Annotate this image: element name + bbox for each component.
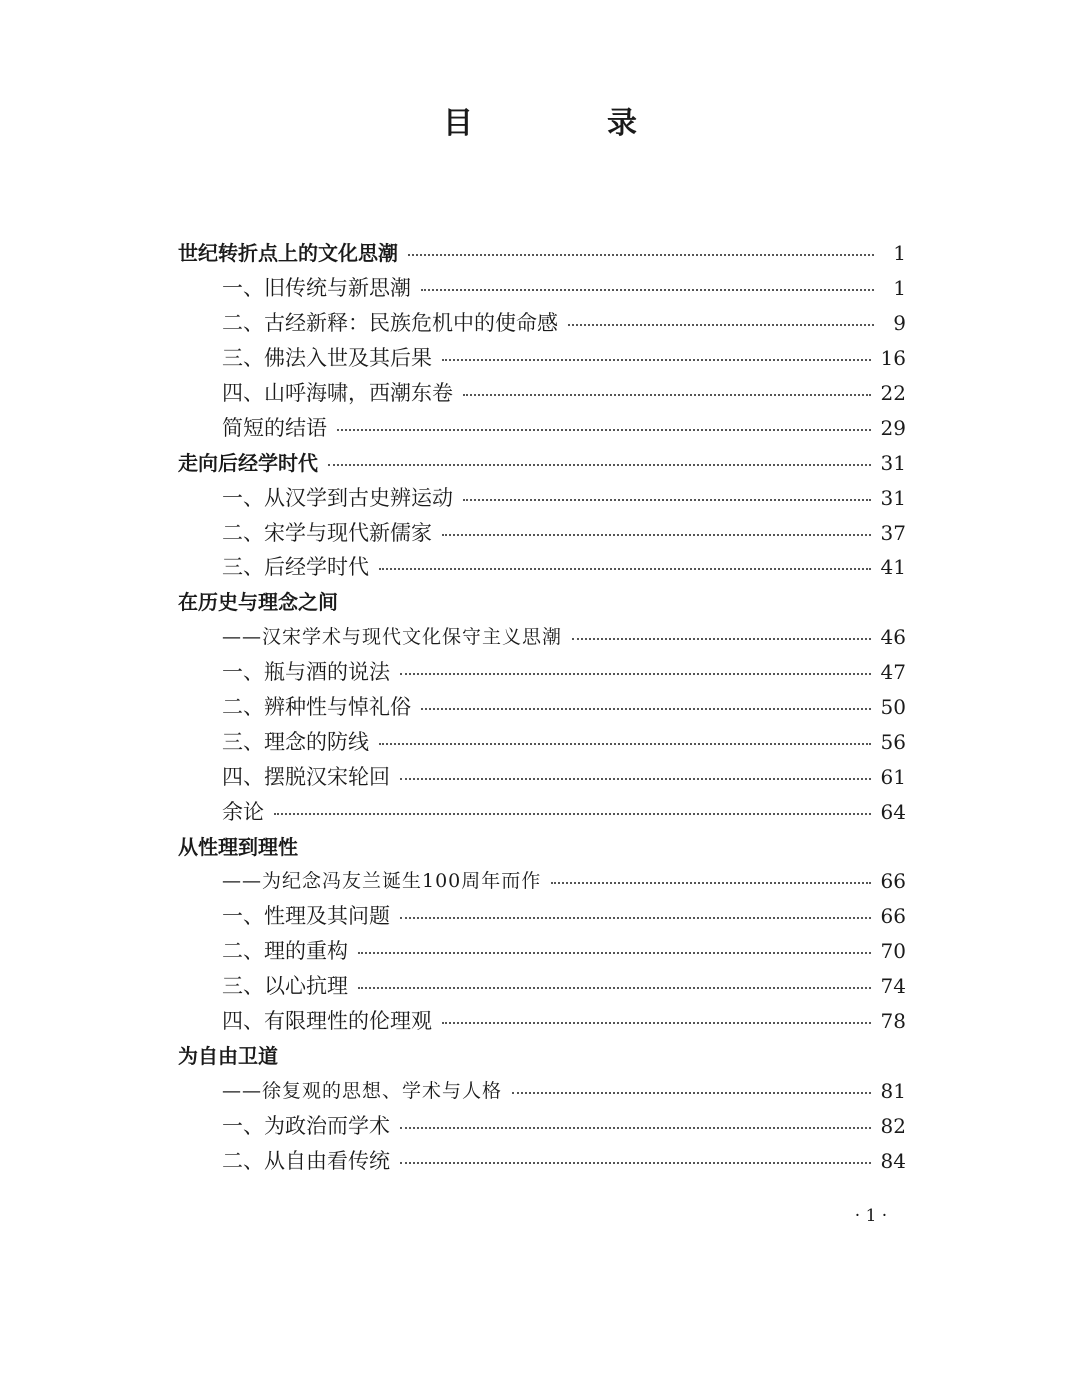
toc-section-row[interactable] (0, 794, 906, 829)
toc-section-row[interactable] (0, 690, 906, 725)
toc-chapter-row[interactable] (0, 829, 906, 864)
toc-entry-page: 56 (880, 729, 906, 754)
dot-leader (358, 952, 871, 954)
toc-section-row[interactable] (0, 550, 906, 585)
toc-section-row[interactable] (0, 934, 906, 969)
toc-entry-page: 74 (880, 974, 906, 999)
toc-chapter-row[interactable] (0, 445, 906, 480)
toc-entry-page: 31 (880, 485, 906, 510)
dot-leader (568, 324, 874, 326)
toc-entry-title: 三、理念的防线 (222, 729, 369, 754)
toc-chapter-row[interactable] (0, 236, 906, 271)
toc-entry-title: 四、摆脱汉宋轮回 (222, 764, 390, 789)
toc-entry-title: 四、山呼海啸，西潮东卷 (222, 381, 453, 405)
toc-chapter-row[interactable] (0, 585, 906, 620)
toc-entry-page: 66 (880, 869, 906, 894)
table-of-contents (0, 236, 1080, 1178)
dot-leader (572, 638, 871, 640)
toc-section-row[interactable] (0, 1143, 906, 1178)
toc-chapter-row[interactable] (0, 1038, 906, 1073)
dot-leader (408, 254, 874, 256)
toc-entry-title: ——为纪念冯友兰诞生100周年而作 (222, 870, 542, 893)
toc-entry-page: 9 (893, 311, 906, 336)
toc-entry-page: 78 (880, 1009, 906, 1034)
toc-entry-page: 31 (880, 450, 906, 475)
toc-entry-page: 70 (880, 939, 906, 964)
toc-entry-title: 简短的结语 (222, 415, 327, 440)
dot-leader (379, 743, 871, 745)
toc-section-row[interactable] (0, 480, 906, 515)
dot-leader (463, 394, 871, 396)
page-number: · 1 · (854, 1206, 888, 1226)
toc-entry-page: 66 (880, 904, 906, 929)
dot-leader (421, 708, 871, 710)
dot-leader (421, 289, 874, 291)
toc-entry-title: 一、性理及其问题 (222, 904, 390, 929)
toc-entry-title: 二、宋学与现代新儒家 (222, 520, 432, 545)
toc-section-row[interactable] (0, 724, 906, 759)
toc-section-row[interactable] (0, 410, 906, 445)
toc-entry-title: 在历史与理念之间 (178, 590, 338, 615)
toc-entry-title: 二、辨种性与悼礼俗 (222, 695, 411, 720)
toc-entry-title: 一、瓶与酒的说法 (222, 660, 390, 685)
toc-subtitle-row[interactable] (0, 864, 906, 899)
toc-entry-page: 50 (880, 695, 906, 720)
toc-section-row[interactable] (0, 1004, 906, 1039)
toc-entry-title: 四、有限理性的伦理观 (222, 1009, 432, 1034)
toc-entry-title: 从性理到理性 (178, 834, 298, 859)
toc-subtitle-row[interactable] (0, 1073, 906, 1108)
dot-leader (442, 1022, 871, 1024)
toc-section-row[interactable] (0, 969, 906, 1004)
toc-section-row[interactable] (0, 759, 906, 794)
dot-leader (328, 464, 871, 466)
toc-entry-title: ——汉宋学术与现代文化保守主义思潮 (222, 626, 563, 649)
dot-leader (442, 359, 871, 361)
toc-section-row[interactable] (0, 271, 906, 306)
toc-subtitle-row[interactable] (0, 620, 906, 655)
toc-entry-title: 三、佛法入世及其后果 (222, 346, 432, 371)
toc-entry-page: 29 (880, 415, 906, 440)
toc-section-row[interactable] (0, 655, 906, 690)
toc-entry-page: 81 (880, 1078, 906, 1103)
toc-entry-page: 82 (880, 1113, 906, 1138)
toc-entry-page: 37 (880, 520, 906, 545)
dot-leader (400, 1127, 871, 1129)
toc-entry-title: ——徐复观的思想、学术与人格 (222, 1079, 503, 1102)
toc-entry-title: 三、以心抗理 (222, 974, 348, 999)
toc-entry-page: 47 (880, 660, 906, 685)
dot-leader (463, 499, 871, 501)
dot-leader (400, 778, 871, 780)
toc-entry-page: 61 (880, 764, 906, 789)
toc-section-row[interactable] (0, 1108, 906, 1143)
toc-section-row[interactable] (0, 306, 906, 341)
toc-entry-page: 84 (880, 1148, 906, 1173)
toc-entry-title: 为自由卫道 (178, 1043, 278, 1068)
toc-entry-page: 46 (880, 625, 906, 650)
dot-leader (358, 987, 871, 989)
dot-leader (400, 1162, 871, 1164)
dot-leader (400, 673, 871, 675)
toc-entry-page: 1 (893, 276, 906, 301)
toc-section-row[interactable] (0, 515, 906, 550)
dot-leader (337, 429, 871, 431)
dot-leader (274, 813, 871, 815)
dot-leader (512, 1092, 871, 1094)
toc-entry-title: 一、为政治而学术 (222, 1113, 390, 1138)
dot-leader (400, 917, 871, 919)
dot-leader (551, 882, 870, 884)
toc-entry-title: 二、古经新释：民族危机中的使命感 (222, 311, 558, 336)
page-title: 目 录 (443, 106, 689, 141)
dot-leader (379, 568, 871, 570)
toc-entry-title: 一、旧传统与新思潮 (222, 276, 411, 301)
toc-entry-title: 三、后经学时代 (222, 555, 369, 580)
toc-entry-title: 二、从自由看传统 (222, 1148, 390, 1173)
toc-section-row[interactable] (0, 376, 906, 411)
toc-entry-title: 一、从汉学到古史辨运动 (222, 485, 453, 510)
toc-entry-title: 世纪转折点上的文化思潮 (178, 241, 398, 266)
toc-entry-page: 16 (880, 346, 906, 371)
toc-entry-title: 二、理的重构 (222, 939, 348, 964)
toc-entry-title: 余论 (222, 799, 264, 824)
toc-entry-page: 22 (880, 381, 906, 405)
toc-entry-title: 走向后经学时代 (178, 450, 318, 475)
toc-section-row[interactable] (0, 899, 906, 934)
toc-section-row[interactable] (0, 341, 906, 376)
toc-entry-page: 64 (880, 799, 906, 824)
toc-entry-page: 41 (880, 555, 906, 580)
toc-entry-page: 1 (893, 241, 906, 266)
dot-leader (442, 534, 871, 536)
